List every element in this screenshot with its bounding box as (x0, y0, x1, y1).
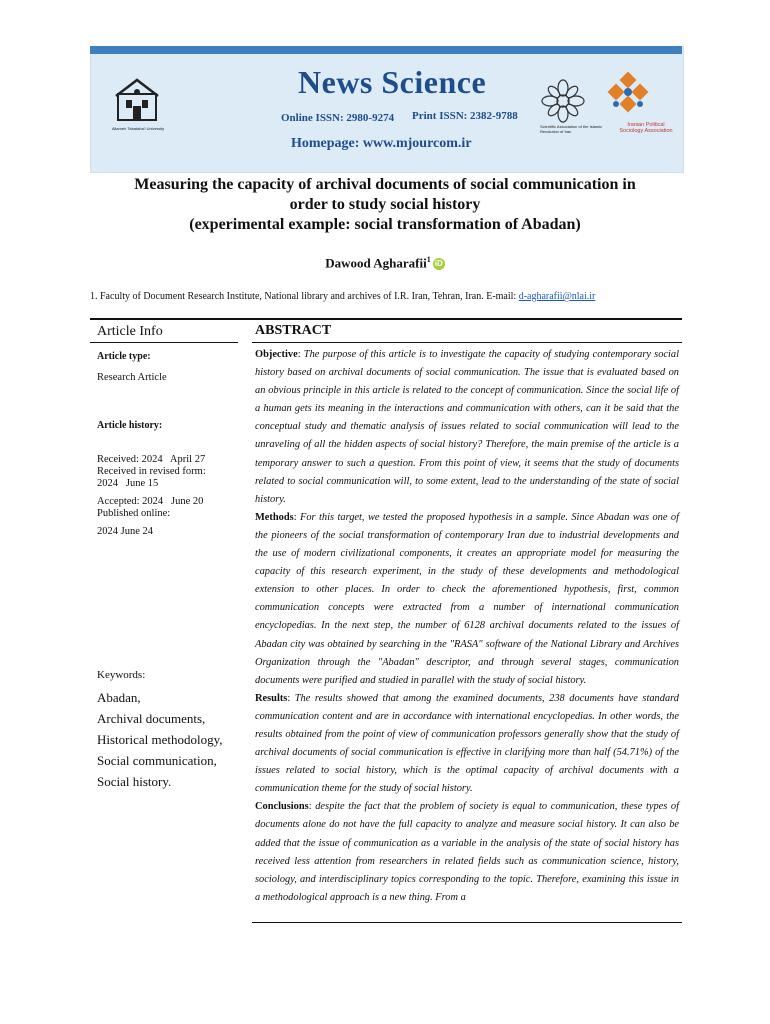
section-rule-top (90, 318, 682, 320)
journal-homepage: Homepage: www.mjourcom.ir (291, 136, 472, 151)
mid-logo-caption: Scientific Association of the Islamic Revolution of Iran (540, 124, 603, 134)
abstract-bottom-rule (252, 922, 682, 923)
keywords-label: Keywords: (97, 669, 146, 681)
history-line: 2024 June 15 (97, 478, 159, 489)
article-title (60, 175, 710, 235)
article-info-rule (90, 342, 238, 343)
article-history-label: Article history: (97, 420, 163, 431)
methods-text: For this target, we tested the proposed hypothesis in a sample. Since Abadan was one of the pioneers of the social transformation of contemporary Iran due to industrial developments and the use of modern civilizational components, it creates an appropriate model for measuring the capacity of this research experiment, in the study of these developments and methodological extension to other places. In order to check the aforementioned hypothesis, first, common communication concepts were extracted from a number of international communication encyclopedias. In the next step, the number of 6128 archival documents related to the issues of Abadan city was obtained by searching in the "RASA" software of the National Library and Archives Organization through the "Abadan" descriptor, and through several stages, communication documents were purified and studied in parallel with the study of social history. (255, 511, 679, 686)
abstract-heading: ABSTRACT (255, 323, 332, 338)
abstract-objective: Objective: The purpose of this article is to investigate the capacity of studying contemporary social history based on archival documents of social communication. The issue that is evaluated based on an obvious principle in this article is related to the concept of communication. Since the social life of a human gets its meaning in the interactions and communication with others, can it be said that the conceptual study and thematic analysis of issues related to social communication will lead to the unraveling of all the hidden aspects of social history? Therefore, the main premise of the article is a temporary answer to such a question. From this point of view, it seems that the study of documents related to social communication will, to some extent, lead to the understanding of the state of social history. (255, 349, 679, 505)
abstract-results: Results: The results showed that among the examined documents, 238 documents have standard communication content and are in accordance with international encyclopedias. In other words, the results obtained from the point of view of communication professors generally show that the study of archival documents of social communication is effective in clarifying more than half (54.71%) of the issues related to social history, which is the optimal capacity of archival documents with a communication theme for the study of social history. (255, 692, 679, 795)
history-line: Published online: (97, 508, 171, 519)
affiliation-text: 1. Faculty of Document Research Institute, National library and archives of I.R. Iran, Tehran, Iran. E-mail: (90, 291, 519, 302)
title-line: (experimental example: social transformation of Abadan) (189, 216, 581, 233)
association-flower-logo-icon (539, 77, 587, 125)
author-email-link[interactable]: d-agharafii@nlai.ir (518, 291, 596, 302)
abstract-methods: Methods: For this target, we tested the proposed hypothesis in a sample. Since Abadan was one of the pioneers of the social transformation of contemporary Iran due to industrial developments and the use of modern civilizational components, it creates an appropriate model for measuring the capacity of this research experiment, in the study of these developments and methodological extension to other places. In order to check the aforementioned hypothesis, first, common communication concepts were extracted from a number of international communication encyclopedias. In the next step, the number of 6128 archival documents related to the issues of Abadan city was obtained by searching in the "RASA" software of the National Library and Archives Organization through the "Abadan" descriptor, and through several stages, communication documents were purified and studied in parallel with the study of social history. (255, 511, 679, 686)
orcid-icon[interactable]: iD (434, 259, 443, 269)
author-affiliation (90, 291, 690, 302)
article-type-value: Research Article (97, 372, 167, 383)
online-issn: Online ISSN: 2980-9274 (281, 112, 395, 124)
keywords-list (97, 687, 223, 792)
conclusions-text: despite the fact that the problem of society is equal to communication, these types of documents alone do not have the full capacity to analyze and measure social history. It can also be added that the issue of communication as a variable in the analysis of the state of social history has received less attention from researchers in related fields such as communication science, history, sociology, and interdisciplinary topics corresponding to the topic. Therefore, examining this issue in a methodological approach is a new thing. From a (255, 801, 679, 903)
banner-stripe (90, 46, 682, 54)
keyword: Historical methodology, (97, 732, 223, 747)
conclusions-label: Conclusions (255, 801, 309, 813)
keyword: Abadan, (97, 690, 141, 705)
keyword: Archival documents, (97, 711, 206, 726)
results-label: Results (255, 692, 288, 704)
title-line: order to study social history (289, 196, 481, 213)
objective-text: The purpose of this article is to investigate the capacity of studying contemporary social history based on archival documents of social communication. The issue that is evaluated based on an obvious principle in this article is related to the concept of communication. Since the social life of a human gets its meaning in the interactions and communication with others, can it be said that the conceptual study and thematic analysis of issues related to social communication will lead to the unraveling of all the hidden aspects of social history? Therefore, the main premise of the article is a temporary answer to such a question. From this point of view, it seems that the study of documents related to social communication will, to some extent, lead to the understanding of the state of social history. (255, 349, 679, 505)
university-logo-icon (112, 76, 162, 124)
abstract-conclusions: Conclusions: despite the fact that the problem of society is equal to communication, these types of documents alone do not have the full capacity to analyze and measure social history. It can also be added that the issue of communication as a variable in the analysis of the state of social history has received less attention from researchers in related fields such as communication science, history, sociology, and interdisciplinary topics corresponding to the topic. Therefore, examining this issue in a methodological approach is a new thing. From a (255, 801, 679, 903)
abstract-rule (252, 342, 682, 343)
title-line: Measuring the capacity of archival documents of social communication in (134, 176, 636, 193)
sociology-association-logo-icon (606, 72, 650, 118)
keyword: Social communication, (97, 753, 217, 768)
objective-label: Objective (255, 349, 298, 360)
print-issn: Print ISSN: 2382-9788 (412, 110, 518, 122)
left-logo-caption: Allameh Tabataba'i University (111, 126, 165, 131)
history-line: Accepted: 2024 June 20 (97, 496, 204, 507)
history-line: 2024 June 24 (97, 526, 153, 537)
results-text: The results showed that among the examined documents, 238 documents have standard communication content and are in accordance with international encyclopedias. In other words, the results obtained from the point of view of communication professors generally show that the study of archival documents of social communication is effective in clarifying more than half (54.71%) of the issues related to social history, which is the optimal capacity of archival documents with a communication theme for the study of social history. (255, 692, 679, 795)
methods-label: Methods (255, 511, 294, 523)
article-info-heading: Article Info (97, 324, 163, 339)
author-line (0, 255, 770, 271)
history-line: Received in revised form: (97, 466, 206, 477)
keywords-label-text: Keywords (97, 669, 143, 681)
history-line: Received: 2024 April 27 (97, 454, 206, 465)
author-affiliation-number: 1 (426, 255, 431, 264)
journal-title: News Science (298, 64, 487, 100)
abstract-body (255, 346, 679, 907)
article-history (97, 454, 247, 538)
right-logo-caption: Iranian Political Sociology Association (619, 122, 673, 134)
author-name: Dawood Agharafii (325, 255, 427, 271)
keyword: Social history. (97, 774, 172, 789)
article-type-label: Article type: (97, 351, 151, 362)
